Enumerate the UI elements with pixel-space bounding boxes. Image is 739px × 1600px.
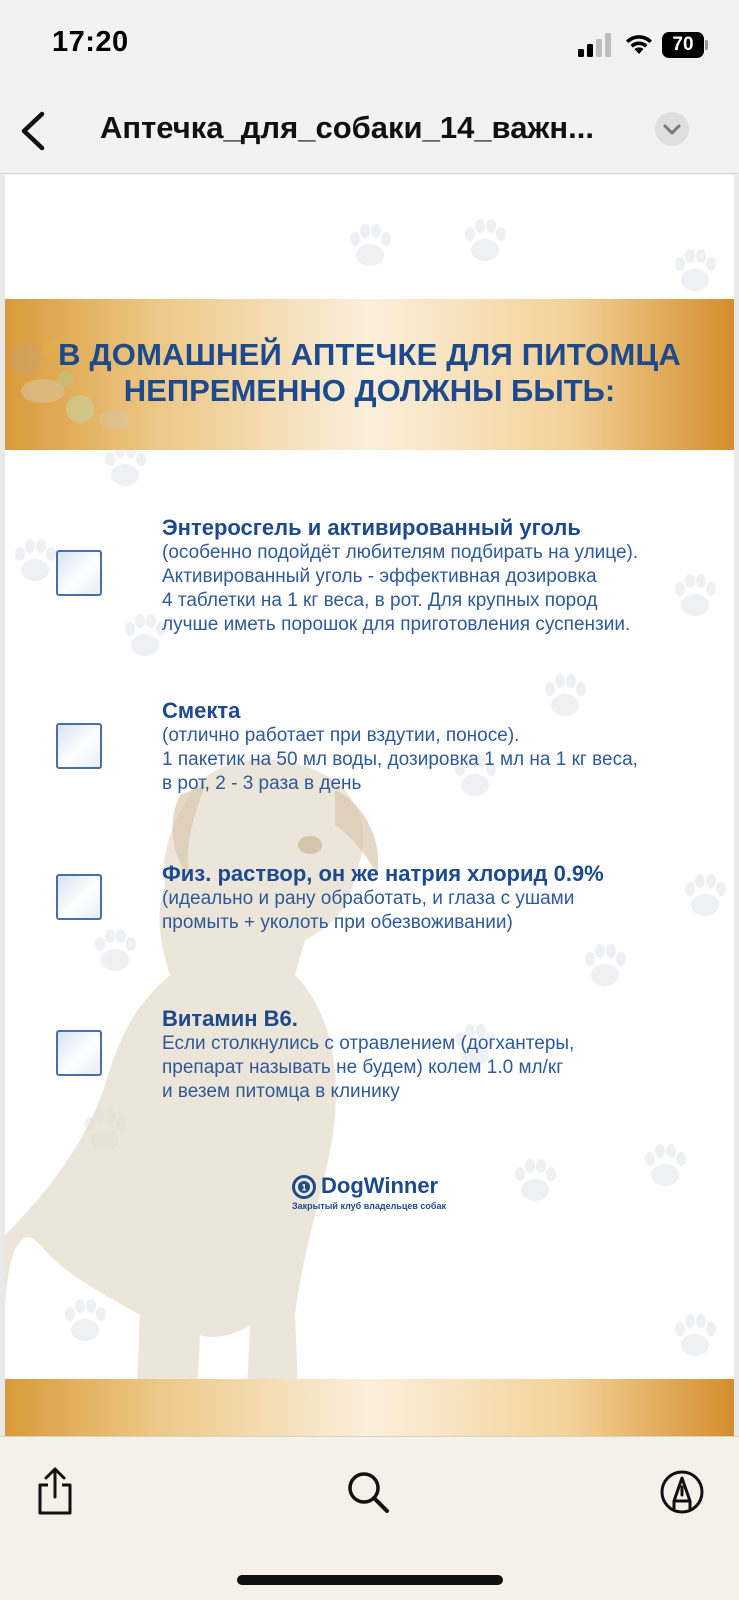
markup-pen-icon <box>659 1469 705 1515</box>
heading-banner <box>5 299 734 450</box>
wifi-icon <box>624 32 654 56</box>
search-button[interactable] <box>345 1469 391 1515</box>
share-icon <box>34 1467 76 1517</box>
navigation-bar <box>0 92 739 174</box>
item-checkbox[interactable] <box>56 874 102 920</box>
cellular-signal-icon <box>578 33 614 57</box>
banner-heading-line1: В ДОМАШНЕЙ АПТЕЧКЕ ДЛЯ ПИТОМЦА <box>58 337 681 372</box>
dogwinner-logo-icon <box>292 1175 316 1199</box>
home-indicator[interactable] <box>237 1575 503 1585</box>
back-button[interactable] <box>14 108 54 154</box>
bottom-toolbar <box>0 1436 739 1600</box>
item-description: (идеально и рану обработать, и глаза с ушами промыть + уколоть при обезвоживании) <box>162 888 575 933</box>
banner-heading-line2 <box>5 373 734 409</box>
item-checkbox[interactable] <box>56 550 102 596</box>
status-time: 17:20 <box>52 26 129 58</box>
status-bar <box>0 0 739 92</box>
item-title: Смекта <box>162 698 241 723</box>
logo-name: DogWinner <box>321 1173 439 1198</box>
item-description: (особенно подойдёт любителям подбирать на улице). Активированный уголь - эффективная дозировка 4 таблетки на 1 кг веса, в рот. Для крупных пород лучше иметь порошок для приготовления суспензии. <box>162 542 639 635</box>
document-title[interactable]: Аптечка_для_собаки_14_важн... <box>100 110 594 145</box>
battery-level: 70 <box>672 34 694 55</box>
item-description: (отлично работает при вздутии, поносе). 1 пакетик на 50 мл воды, дозировка 1 мл на 1 кг веса, в рот, 2 - 3 раза в день <box>162 725 638 794</box>
banner-heading-regular: НЕПРЕМЕННО <box>123 373 346 408</box>
next-page-banner <box>5 1379 734 1436</box>
item-checkbox[interactable] <box>56 1030 102 1076</box>
banner-heading-bold: ДОЛЖНЫ БЫТЬ: <box>354 373 616 408</box>
share-button[interactable] <box>34 1467 76 1517</box>
chevron-left-icon <box>14 108 54 154</box>
logo-subtitle: Закрытый клуб владельцев собак <box>292 1201 446 1211</box>
logo-mark: 1 <box>301 1182 307 1193</box>
search-icon <box>345 1469 391 1515</box>
item-checkbox[interactable] <box>56 723 102 769</box>
item-title: Витамин В6. <box>162 1006 298 1031</box>
battery-indicator <box>662 32 708 58</box>
document-viewer[interactable] <box>0 175 739 1436</box>
item-title: Физ. раствор, он же натрия хлорид 0.9% <box>162 861 604 886</box>
battery-cap <box>705 40 708 50</box>
title-menu-button[interactable] <box>655 112 689 146</box>
document-page <box>5 175 734 1436</box>
item-description: Если столкнулись с отравлением (догхантеры, препарат называть не будем) колем 1.0 мл/кг и везем питомца в клинику <box>162 1033 575 1102</box>
chevron-down-icon <box>655 112 689 146</box>
item-title: Энтеросгель и активированный уголь <box>162 515 581 540</box>
markup-button[interactable] <box>659 1469 705 1515</box>
